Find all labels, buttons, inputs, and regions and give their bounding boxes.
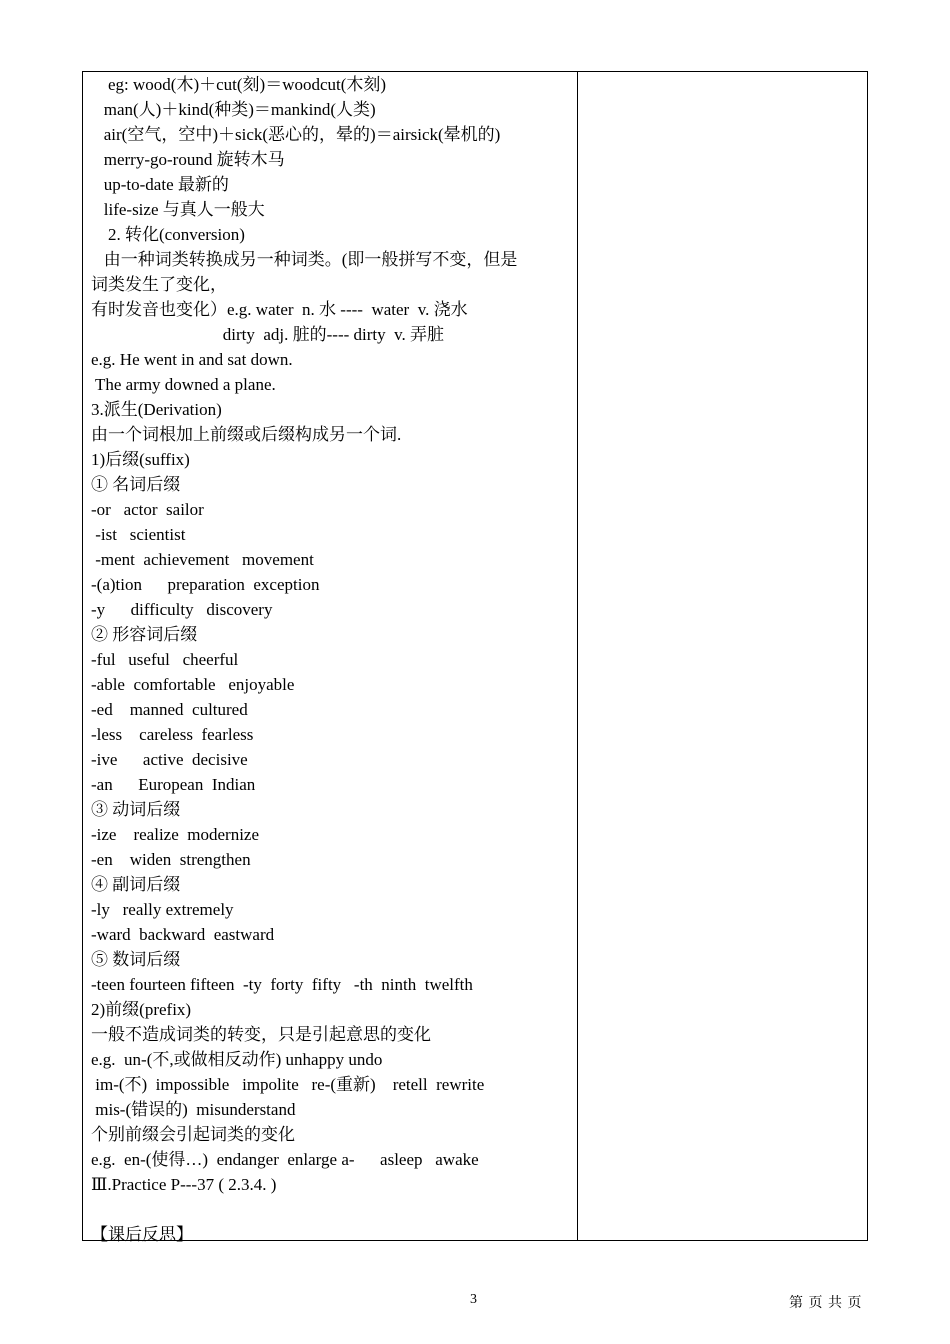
- text-line: -ment achievement movement: [91, 550, 314, 569]
- text-line: up-to-date 最新的: [91, 175, 229, 194]
- text-line: -ist scientist: [91, 525, 186, 544]
- text-line: -ly really extremely: [91, 900, 234, 919]
- text-line: -ful useful cheerful: [91, 650, 239, 669]
- text-line: 个别前缀会引起词类的变化: [91, 1125, 295, 1144]
- list-heading: ① 名词后缀: [91, 475, 181, 494]
- list-heading: ⑤ 数词后缀: [91, 950, 181, 969]
- text-line: -less careless fearless: [91, 725, 254, 744]
- section-heading: 3.派生(Derivation): [91, 400, 222, 419]
- text-line: 由一种词类转换成另一种词类。(即一般拼写不变，但是: [91, 250, 518, 269]
- section-heading: Ⅲ.Practice P---37 ( 2.3.4. ): [91, 1175, 277, 1194]
- list-heading: ② 形容词后缀: [91, 625, 198, 644]
- text-line: -ward backward eastward: [91, 925, 275, 944]
- text-line: e.g. un-(不,或做相反动作) unhappy undo: [91, 1050, 383, 1069]
- text-line: -(a)tion preparation exception: [91, 575, 320, 594]
- text-line: air(空气，空中)＋sick(恶心的，晕的)＝airsick(晕机的): [91, 125, 501, 144]
- text-line: 有时发音也变化）e.g. water n. 水 ---- water v. 浇水: [91, 300, 468, 319]
- text-line: -ed manned cultured: [91, 700, 248, 719]
- text-line: -or actor sailor: [91, 500, 204, 519]
- subsection-heading: 1)后缀(suffix): [91, 450, 190, 469]
- page-label: 第 页 共 页: [789, 1296, 863, 1311]
- text-line: -y difficulty discovery: [91, 600, 273, 619]
- text-line: -able comfortable enjoyable: [91, 675, 295, 694]
- notes-column: [578, 72, 867, 1240]
- text-line: e.g. en-(使得…) endanger enlarge a- asleep awake: [91, 1150, 479, 1169]
- list-heading: ④ 副词后缀: [91, 875, 181, 894]
- text-line: -teen fourteen fifteen -ty forty fifty -th ninth twelfth: [91, 975, 473, 994]
- text-line: 由一个词根加上前缀或后缀构成另一个词.: [91, 425, 402, 444]
- text-line: e.g. He went in and sat down.: [91, 350, 293, 369]
- text-line: mis-(错误的) misunderstand: [91, 1100, 296, 1119]
- text-line: merry-go-round 旋转木马: [91, 150, 285, 169]
- text-line: im-(不) impossible impolite re-(重新) retell rewrite: [91, 1075, 485, 1094]
- text-line: 词类发生了变化，: [91, 275, 227, 294]
- text-line: -ize realize modernize: [91, 825, 260, 844]
- subsection-heading: 2)前缀(prefix): [91, 1000, 192, 1019]
- list-heading: ③ 动词后缀: [91, 800, 181, 819]
- page-number: 3: [470, 1292, 477, 1307]
- section-heading: 2. 转化(conversion): [91, 225, 245, 244]
- text-line: 一般不造成词类的转变，只是引起意思的变化: [91, 1025, 431, 1044]
- text-line: The army downed a plane.: [91, 375, 276, 394]
- text-line: dirty adj. 脏的---- dirty v. 弄脏: [91, 325, 445, 344]
- text-line: eg: wood(木)＋cut(刻)＝woodcut(木刻): [91, 75, 387, 94]
- text-line: -ive active decisive: [91, 750, 248, 769]
- text-line: -en widen strengthen: [91, 850, 251, 869]
- text-line: life-size 与真人一般大: [91, 200, 265, 219]
- lesson-table: [82, 71, 868, 1244]
- text-line: man(人)＋kind(种类)＝mankind(人类): [91, 100, 376, 119]
- text-line: -an European Indian: [91, 775, 256, 794]
- reflection-heading: 【课后反思】: [91, 1225, 193, 1244]
